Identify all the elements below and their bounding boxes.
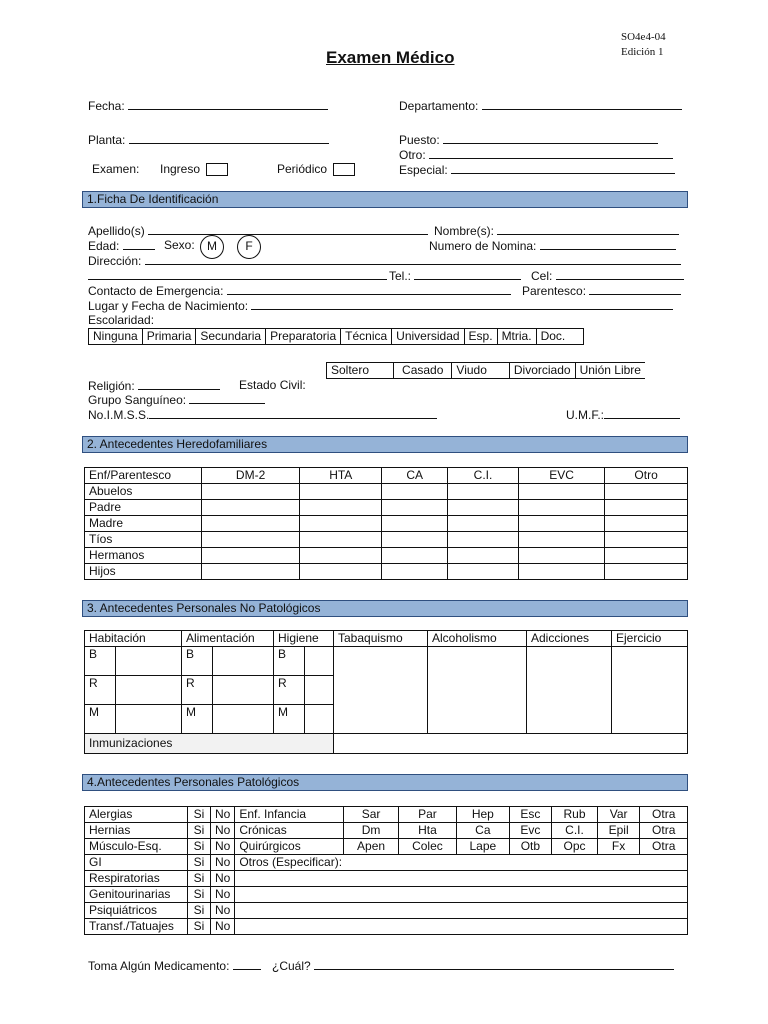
tel-field[interactable]: Tel.: xyxy=(389,268,521,283)
lugar-nacimiento-field[interactable]: Lugar y Fecha de Nacimiento: xyxy=(88,298,673,313)
sub-option[interactable]: Apen xyxy=(344,839,398,855)
column-header: Alimentación xyxy=(182,631,274,647)
table-cell[interactable] xyxy=(202,516,300,532)
row-label: Madre xyxy=(85,516,202,532)
table-cell[interactable] xyxy=(518,564,604,580)
sub-option[interactable]: Epil xyxy=(597,823,640,839)
row-label: Transf./Tatuajes xyxy=(85,919,188,935)
table-cell[interactable] xyxy=(213,647,274,676)
periodico-option[interactable]: Periódico xyxy=(277,162,355,176)
table-row xyxy=(85,500,688,516)
table-cell[interactable] xyxy=(448,484,519,500)
table-row xyxy=(85,516,688,532)
table-cell[interactable] xyxy=(382,500,448,516)
section-4-header: 4.Antecedentes Personales Patológicos xyxy=(82,774,688,791)
si-option[interactable]: Si xyxy=(188,855,211,871)
si-option[interactable]: Si xyxy=(188,919,211,935)
column-header: C.I. xyxy=(448,468,519,484)
table-cell[interactable] xyxy=(518,516,604,532)
table-cell[interactable] xyxy=(116,647,182,676)
escolaridad-option[interactable]: Primaria xyxy=(142,329,196,345)
table-cell[interactable] xyxy=(300,484,382,500)
escolaridad-option[interactable]: Esp. xyxy=(464,329,497,345)
civil-option[interactable]: Divorciado xyxy=(509,363,575,379)
table-cell[interactable] xyxy=(202,500,300,516)
no-option[interactable]: No xyxy=(211,807,235,823)
table-row xyxy=(85,919,688,935)
periodico-checkbox[interactable] xyxy=(333,163,355,176)
table-cell[interactable] xyxy=(382,484,448,500)
table-row xyxy=(85,734,688,754)
row-label: Hermanos xyxy=(85,548,202,564)
si-option[interactable]: Si xyxy=(188,839,211,855)
sub-option[interactable]: Otra xyxy=(640,839,688,855)
otros-cell[interactable] xyxy=(235,919,688,935)
table-cell[interactable] xyxy=(305,676,334,705)
imss-field[interactable]: No.I.M.S.S. xyxy=(88,407,437,422)
sub-option[interactable]: Dm xyxy=(344,823,398,839)
table-row xyxy=(85,807,688,823)
estado-civil-options xyxy=(326,362,645,379)
table-cell[interactable] xyxy=(305,647,334,676)
apellidos-field[interactable]: Apellido(s) xyxy=(88,223,428,238)
table-cell[interactable] xyxy=(300,548,382,564)
religion-field[interactable]: Religión: xyxy=(88,378,220,393)
table-cell[interactable] xyxy=(518,548,604,564)
row-label: Abuelos xyxy=(85,484,202,500)
table-row xyxy=(85,484,688,500)
table-row xyxy=(85,548,688,564)
sub-option[interactable]: C.I. xyxy=(552,823,598,839)
table-cell[interactable] xyxy=(448,516,519,532)
escolaridad-option[interactable]: Preparatoria xyxy=(266,329,341,345)
patologicos-table xyxy=(84,806,688,935)
table-cell[interactable] xyxy=(300,564,382,580)
sub-option[interactable]: Evc xyxy=(509,823,552,839)
level-label: B xyxy=(182,647,213,676)
umf-field[interactable]: U.M.F.: xyxy=(566,407,680,422)
table-row xyxy=(85,647,688,676)
sub-option[interactable]: Otb xyxy=(509,839,552,855)
escolaridad-option[interactable]: Universidad xyxy=(392,329,464,345)
column-header: Adicciones xyxy=(527,631,612,647)
level-label: B xyxy=(274,647,305,676)
civil-option[interactable]: Viudo xyxy=(452,363,509,379)
sub-label: Crónicas xyxy=(235,823,344,839)
table-cell[interactable] xyxy=(202,532,300,548)
otros-cell[interactable] xyxy=(235,903,688,919)
direccion-line-2[interactable] xyxy=(88,268,387,283)
no-option[interactable]: No xyxy=(211,871,235,887)
sub-option[interactable]: Var xyxy=(597,807,640,823)
table-cell[interactable] xyxy=(518,484,604,500)
contacto-field[interactable]: Contacto de Emergencia: xyxy=(88,283,511,298)
table-row xyxy=(85,887,688,903)
sexo-f-option[interactable]: F xyxy=(237,235,261,259)
column-header: Tabaquismo xyxy=(334,631,428,647)
column-header: Enf/Parentesco xyxy=(85,468,202,484)
civil-option[interactable]: Unión Libre xyxy=(575,363,645,379)
table-cell[interactable] xyxy=(305,705,334,734)
table-cell[interactable] xyxy=(605,564,688,580)
level-label: R xyxy=(274,676,305,705)
edad-field[interactable]: Edad: xyxy=(88,238,155,253)
level-label: M xyxy=(274,705,305,734)
sub-option[interactable]: Ca xyxy=(457,823,509,839)
si-option[interactable]: Si xyxy=(188,887,211,903)
escolaridad-options xyxy=(88,328,584,345)
parentesco-field[interactable]: Parentesco: xyxy=(522,283,681,298)
table-cell[interactable] xyxy=(605,548,688,564)
column-header: EVC xyxy=(518,468,604,484)
no-option[interactable]: No xyxy=(211,919,235,935)
level-label: M xyxy=(182,705,213,734)
sub-option[interactable]: Colec xyxy=(398,839,456,855)
sub-option[interactable]: Hep xyxy=(457,807,509,823)
table-row xyxy=(85,839,688,855)
table-cell[interactable] xyxy=(605,484,688,500)
column-header: Higiene xyxy=(274,631,334,647)
table-cell[interactable] xyxy=(116,705,182,734)
form-code: SO4e4-04 xyxy=(621,31,666,43)
column-header: CA xyxy=(382,468,448,484)
row-label: Alergias xyxy=(85,807,188,823)
row-label: Hijos xyxy=(85,564,202,580)
civil-option[interactable]: Soltero xyxy=(327,363,394,379)
escolaridad-option[interactable]: Doc. xyxy=(536,329,584,345)
table-cell[interactable] xyxy=(213,676,274,705)
table-cell[interactable] xyxy=(382,548,448,564)
column-header: DM-2 xyxy=(202,468,300,484)
medicamento-field[interactable]: Toma Algún Medicamento: xyxy=(88,958,261,973)
sub-label: Quirúrgicos xyxy=(235,839,344,855)
estado-civil-label: Estado Civil: xyxy=(239,378,306,392)
escolaridad-label: Escolaridad: xyxy=(88,313,155,327)
table-cell[interactable] xyxy=(202,484,300,500)
section-2-header: 2. Antecedentes Heredofamiliares xyxy=(82,436,688,453)
no-option[interactable]: No xyxy=(211,887,235,903)
nomina-field[interactable]: Numero de Nomina: xyxy=(429,238,676,253)
si-option[interactable]: Si xyxy=(188,807,211,823)
level-label: R xyxy=(182,676,213,705)
table-cell[interactable] xyxy=(300,516,382,532)
si-option[interactable]: Si xyxy=(188,823,211,839)
sub-option[interactable]: Opc xyxy=(552,839,598,855)
sexo-m-option[interactable]: M xyxy=(200,235,224,259)
sub-option[interactable]: Par xyxy=(398,807,456,823)
table-cell[interactable] xyxy=(382,532,448,548)
row-label: Padre xyxy=(85,500,202,516)
otros-cell[interactable] xyxy=(235,887,688,903)
table-cell[interactable] xyxy=(448,564,519,580)
sub-option[interactable]: Lape xyxy=(457,839,509,855)
column-header: Alcoholismo xyxy=(428,631,527,647)
alcoholismo-cell[interactable] xyxy=(428,647,527,734)
escolaridad-option[interactable]: Mtria. xyxy=(497,329,536,345)
escolaridad-option[interactable]: Secundaria xyxy=(196,329,266,345)
table-cell[interactable] xyxy=(202,548,300,564)
table-cell[interactable] xyxy=(605,532,688,548)
tabaquismo-cell[interactable] xyxy=(334,647,428,734)
table-row xyxy=(85,871,688,887)
table-row xyxy=(85,903,688,919)
escolaridad-option[interactable]: Ninguna xyxy=(89,329,143,345)
form-edition: Edición 1 xyxy=(621,46,664,58)
row-label: Psiquiátricos xyxy=(85,903,188,919)
table-cell[interactable] xyxy=(300,532,382,548)
sexo-label: Sexo: xyxy=(164,238,195,252)
planta-field[interactable]: Planta: xyxy=(88,132,329,147)
row-label: Genitourinarias xyxy=(85,887,188,903)
table-cell[interactable] xyxy=(116,676,182,705)
nombres-field[interactable]: Nombre(s): xyxy=(434,223,679,238)
row-label: GI xyxy=(85,855,188,871)
table-row xyxy=(85,564,688,580)
level-label: B xyxy=(85,647,116,676)
ingreso-checkbox[interactable] xyxy=(206,163,228,176)
table-header-row xyxy=(85,468,688,484)
table-cell[interactable] xyxy=(448,532,519,548)
level-label: M xyxy=(85,705,116,734)
departamento-field[interactable]: Departamento: xyxy=(399,98,682,113)
column-header: HTA xyxy=(300,468,382,484)
column-header: Habitación xyxy=(85,631,182,647)
table-cell[interactable] xyxy=(300,500,382,516)
row-label: Respiratorias xyxy=(85,871,188,887)
table-row xyxy=(85,532,688,548)
sub-option[interactable]: Rub xyxy=(552,807,598,823)
puesto-field[interactable]: Puesto: xyxy=(399,132,658,147)
row-label: Músculo-Esq. xyxy=(85,839,188,855)
adicciones-cell[interactable] xyxy=(527,647,612,734)
si-option[interactable]: Si xyxy=(188,871,211,887)
ingreso-option[interactable]: Ingreso xyxy=(160,162,228,176)
table-row xyxy=(85,823,688,839)
grupo-sanguineo-field[interactable]: Grupo Sanguíneo: xyxy=(88,392,265,407)
table-cell[interactable] xyxy=(448,548,519,564)
sub-option[interactable]: Esc xyxy=(509,807,552,823)
table-cell[interactable] xyxy=(518,532,604,548)
inmunizaciones-label: Inmunizaciones xyxy=(85,734,334,754)
direccion-field[interactable]: Dirección: xyxy=(88,253,681,268)
page-title: Examen Médico xyxy=(326,48,455,67)
table-row xyxy=(85,855,688,871)
table-cell[interactable] xyxy=(518,500,604,516)
section-1-header: 1.Ficha De Identificación xyxy=(82,191,688,208)
sub-label: Enf. Infancia xyxy=(235,807,344,823)
civil-option[interactable]: Casado xyxy=(394,363,452,379)
otros-label: Otros (Especificar): xyxy=(235,855,688,871)
table-cell[interactable] xyxy=(448,500,519,516)
column-header: Ejercicio xyxy=(612,631,688,647)
ejercicio-cell[interactable] xyxy=(612,647,688,734)
no-option[interactable]: No xyxy=(211,903,235,919)
table-cell[interactable] xyxy=(382,516,448,532)
sub-option[interactable]: Otra xyxy=(640,823,688,839)
sub-option[interactable]: Otra xyxy=(640,807,688,823)
examen-label: Examen: xyxy=(92,162,140,176)
otro-field[interactable]: Otro: xyxy=(399,147,673,162)
inmunizaciones-cell[interactable] xyxy=(334,734,688,754)
table-cell[interactable] xyxy=(213,705,274,734)
sub-option[interactable]: Hta xyxy=(398,823,456,839)
section-3-header: 3. Antecedentes Personales No Patológicos xyxy=(82,600,688,617)
no-option[interactable]: No xyxy=(211,823,235,839)
sub-option[interactable]: Sar xyxy=(344,807,398,823)
table-cell[interactable] xyxy=(382,564,448,580)
table-header-row xyxy=(85,631,688,647)
table-cell[interactable] xyxy=(202,564,300,580)
row-label: Tíos xyxy=(85,532,202,548)
no-option[interactable]: No xyxy=(211,855,235,871)
column-header: Otro xyxy=(605,468,688,484)
table-cell[interactable] xyxy=(605,500,688,516)
row-label: Hernias xyxy=(85,823,188,839)
cel-field[interactable]: Cel: xyxy=(531,268,684,283)
no-patologicos-table xyxy=(84,630,688,754)
sub-option[interactable]: Fx xyxy=(597,839,640,855)
heredofamiliares-table xyxy=(84,467,688,580)
no-option[interactable]: No xyxy=(211,839,235,855)
cual-field[interactable]: ¿Cuál? xyxy=(272,958,674,973)
otros-cell[interactable] xyxy=(235,871,688,887)
table-cell[interactable] xyxy=(605,516,688,532)
escolaridad-option[interactable]: Técnica xyxy=(341,329,392,345)
level-label: R xyxy=(85,676,116,705)
si-option[interactable]: Si xyxy=(188,903,211,919)
fecha-field[interactable]: Fecha: xyxy=(88,98,328,113)
especial-field[interactable]: Especial: xyxy=(399,162,675,177)
